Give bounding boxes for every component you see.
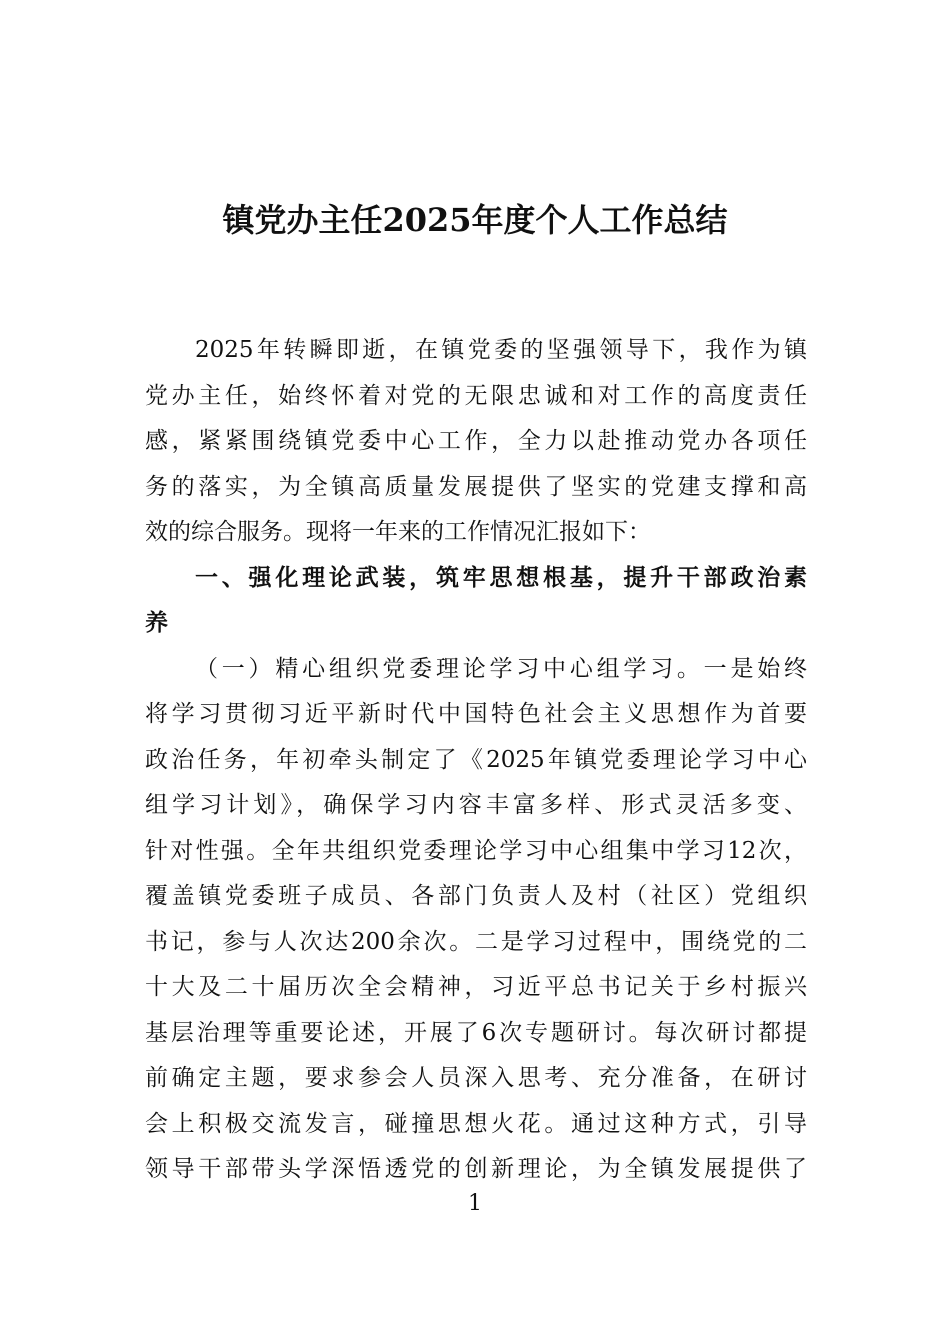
paragraph-line: （一）精心组织党委理论学习中心组学习。一是始终 bbox=[195, 655, 807, 682]
page-number: 1 bbox=[468, 1191, 482, 1216]
paragraph-line: 书记，参与人次达200余次。二是学习过程中，围绕党的二 bbox=[145, 928, 807, 955]
paragraph-line: 组学习计划》，确保学习内容丰富多样、形式灵活多变、 bbox=[145, 792, 807, 818]
paragraph-line: 前确定主题，要求参会人员深入思考、充分准备，在研讨 bbox=[145, 1065, 807, 1091]
paragraph-line: 十大及二十届历次全会精神，习近平总书记关于乡村振兴 bbox=[145, 974, 807, 1000]
document-body bbox=[145, 328, 807, 1193]
paragraph-line: 针对性强。全年共组织党委理论学习中心组集中学习12次， bbox=[145, 837, 807, 864]
paragraph-line: 感，紧紧围绕镇党委中心工作，全力以赴推动党办各项任 bbox=[145, 428, 807, 454]
document-title: 镇党办主任2025年度个人工作总结 bbox=[222, 201, 728, 239]
paragraph-line: 将学习贯彻习近平新时代中国特色社会主义思想作为首要 bbox=[145, 701, 807, 727]
paragraph-line: 会上积极交流发言，碰撞思想火花。通过这种方式，引导 bbox=[145, 1110, 807, 1137]
paragraph-line: 领导干部带头学深悟透党的创新理论，为全镇发展提供了 bbox=[145, 1156, 807, 1182]
paragraph-line: 党办主任，始终怀着对党的无限忠诚和对工作的高度责任 bbox=[145, 382, 807, 409]
section-heading: 一、强化理论武装，筑牢思想根基，提升干部政治素 bbox=[195, 564, 807, 591]
paragraph-line: 基层治理等重要论述，开展了6次专题研讨。每次研讨都提 bbox=[145, 1019, 807, 1046]
paragraph-line: 务的落实，为全镇高质量发展提供了坚实的党建支撑和高 bbox=[145, 473, 807, 500]
section-heading: 养 bbox=[145, 610, 168, 636]
paragraph-line: 2025年转瞬即逝，在镇党委的坚强领导下，我作为镇 bbox=[195, 337, 807, 363]
paragraph-line: 政治任务，年初牵头制定了《2025年镇党委理论学习中心 bbox=[145, 746, 807, 773]
paragraph-line: 覆盖镇党委班子成员、各部门负责人及村（社区）党组织 bbox=[145, 883, 807, 909]
paragraph-line: 效的综合服务。现将一年来的工作情况汇报如下： bbox=[145, 519, 651, 545]
